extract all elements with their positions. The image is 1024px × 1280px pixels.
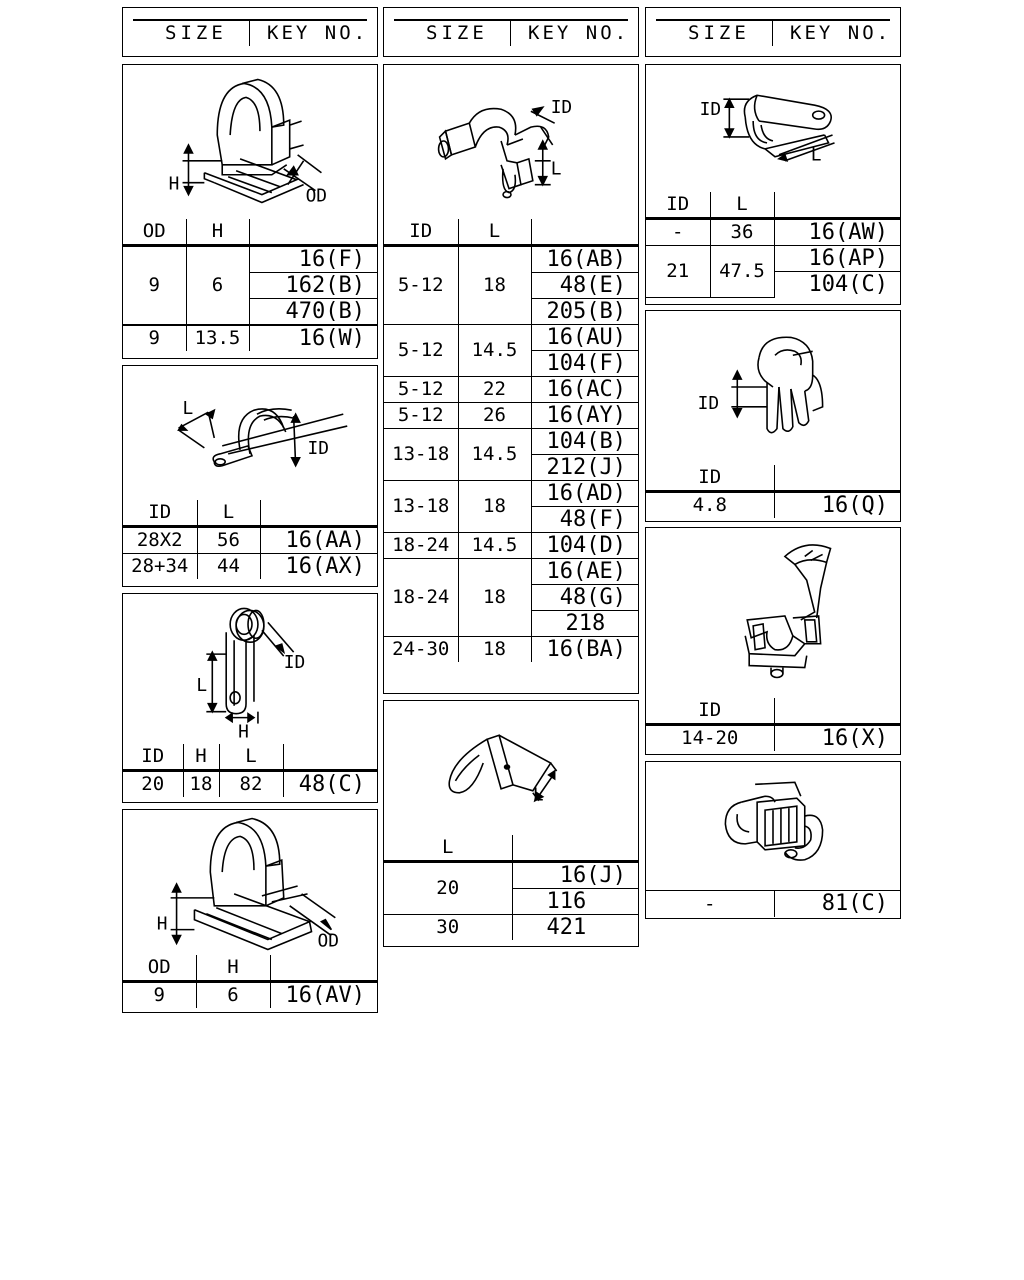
cell-key: 16(AC)	[531, 376, 638, 402]
label-l: L	[810, 144, 822, 166]
cell-key: 48(F)	[531, 506, 638, 532]
cell-key: 16(BA)	[531, 636, 638, 662]
table-row	[384, 914, 638, 940]
cell-id: 24-30	[384, 636, 458, 662]
part-panel-clip-av	[122, 809, 378, 1013]
col-header-l: L	[384, 835, 512, 861]
cell-id: 4.8	[646, 491, 774, 518]
table-row	[384, 480, 638, 506]
part-panel-clip-od-h	[122, 64, 378, 359]
cell-l: 18	[458, 558, 531, 636]
cell-key: 116	[512, 888, 638, 914]
cell-l: 26	[458, 402, 531, 428]
cell-l: 47.5	[710, 245, 774, 297]
cell-key: 421	[512, 914, 638, 940]
col-header-h: H	[183, 744, 219, 770]
cell-key: 16(AA)	[260, 526, 377, 553]
part-panel-spring-clip	[383, 700, 639, 947]
cell-id: 14-20	[646, 724, 774, 751]
table-row	[123, 325, 377, 351]
cell-key: 16(AW)	[774, 218, 900, 245]
cell-key: 48(G)	[531, 584, 638, 610]
cell-od: 9	[123, 325, 186, 351]
table-row	[384, 861, 638, 888]
cell-key: 16(X)	[774, 724, 900, 751]
table-row	[384, 402, 638, 428]
col-header-key	[249, 219, 377, 245]
col-header-id: ID	[123, 500, 197, 526]
col-header-od: OD	[123, 955, 196, 981]
spec-table	[123, 744, 377, 797]
table-row	[646, 218, 900, 245]
header-rule	[133, 19, 367, 21]
cell-key: 16(W)	[249, 325, 377, 351]
part-panel-hinged-clamp	[645, 527, 901, 755]
col-header-id: ID	[123, 744, 183, 770]
cell-key: 104(B)	[531, 428, 638, 454]
cell-id: 18-24	[384, 558, 458, 636]
table-row	[123, 245, 377, 272]
cell-l: 14.5	[458, 532, 531, 558]
cell-key: 162(B)	[249, 272, 377, 298]
cell-l: 36	[710, 218, 774, 245]
cell-l: 14.5	[458, 324, 531, 376]
table-row	[123, 526, 377, 553]
part-illustration	[123, 65, 377, 219]
table-row	[646, 724, 900, 751]
header-size: SIZE	[165, 22, 227, 44]
label-h: H	[156, 913, 168, 935]
cell-id: 21	[646, 245, 710, 297]
label-od: OD	[317, 930, 339, 952]
table-row	[384, 428, 638, 454]
header-rule	[656, 19, 890, 21]
table-row	[123, 553, 377, 579]
spec-table	[123, 500, 377, 579]
cell-id: 5-12	[384, 376, 458, 402]
col-header-id: ID	[646, 698, 774, 724]
header-rule	[394, 19, 628, 21]
cell-key: 205(B)	[531, 298, 638, 324]
table-row	[384, 636, 638, 662]
col-header-l: L	[197, 500, 260, 526]
col-header-od: OD	[123, 219, 186, 245]
cell-od: 9	[123, 981, 196, 1008]
cell-id: 18-24	[384, 532, 458, 558]
table-row	[384, 558, 638, 584]
header-key-no: KEY NO.	[528, 22, 630, 44]
label-id: ID	[283, 652, 306, 674]
cell-key: 16(AE)	[531, 558, 638, 584]
header-key-no: KEY NO.	[267, 22, 369, 44]
part-panel-pipe-clip	[383, 64, 639, 694]
cell-key: 16(AV)	[270, 981, 377, 1008]
cell-h: 18	[183, 770, 219, 797]
col-header-id: ID	[646, 465, 774, 491]
spec-table	[646, 465, 900, 518]
cell-key: 48(E)	[531, 272, 638, 298]
cell-key: 104(D)	[531, 532, 638, 558]
cell-key: 81(C)	[774, 891, 900, 917]
col-header-key	[774, 465, 900, 491]
part-panel-double-clip	[645, 64, 901, 305]
col-header-key	[774, 698, 900, 724]
label-id: ID	[697, 392, 720, 414]
col-header-key	[260, 500, 377, 526]
cell-key: 212(J)	[531, 454, 638, 480]
table-row	[384, 532, 638, 558]
table-row	[384, 324, 638, 350]
part-illustration	[123, 366, 377, 500]
cell-l: 18	[458, 480, 531, 532]
spec-table	[123, 219, 377, 351]
part-illustration	[646, 65, 900, 192]
header-size: SIZE	[688, 22, 750, 44]
spec-table	[123, 955, 377, 1008]
header-divider	[772, 20, 773, 46]
cell-id: -	[646, 218, 710, 245]
table-row	[123, 770, 377, 797]
cell-key: 48(C)	[283, 770, 377, 797]
cell-key: 16(AX)	[260, 553, 377, 579]
label-h: H	[238, 721, 249, 743]
cell-l: 30	[384, 914, 512, 940]
part-illustration	[384, 701, 638, 835]
header-divider	[249, 20, 250, 46]
cell-key: 104(F)	[531, 350, 638, 376]
col-header-h: H	[186, 219, 249, 245]
cell-id: 28+34	[123, 553, 197, 579]
part-panel-push-clip	[645, 310, 901, 522]
cell-key: 104(C)	[774, 271, 900, 297]
cell-key: 16(AP)	[774, 245, 900, 271]
header-col1	[122, 7, 378, 57]
table-row	[123, 981, 377, 1008]
table-row	[646, 491, 900, 518]
col-header-key	[270, 955, 377, 981]
label-id: ID	[307, 437, 330, 459]
cell-id: 28X2	[123, 526, 197, 553]
label-l: L	[182, 398, 194, 420]
col-header-l: L	[219, 744, 283, 770]
label-h: H	[168, 173, 180, 195]
cell-key: 218	[531, 610, 638, 636]
cell-l: 20	[384, 861, 512, 914]
cell-h: 6	[196, 981, 270, 1008]
col-header-l: L	[458, 219, 531, 245]
cell-key: 470(B)	[249, 298, 377, 325]
col-header-key	[283, 744, 377, 770]
cell-l: 56	[197, 526, 260, 553]
table-row	[384, 245, 638, 272]
cell-h: 13.5	[186, 325, 249, 351]
cell-l: 14.5	[458, 428, 531, 480]
cell-key: 16(AB)	[531, 245, 638, 272]
label-l: L	[532, 784, 544, 806]
cell-id: -	[646, 891, 774, 917]
cell-l: 82	[219, 770, 283, 797]
cell-id: 5-12	[384, 245, 458, 324]
cell-key: 16(F)	[249, 245, 377, 272]
table-row	[646, 891, 900, 917]
col-header-id: ID	[384, 219, 458, 245]
spec-table	[646, 698, 900, 751]
spec-table	[384, 835, 638, 940]
part-panel-loop-clamp	[122, 593, 378, 803]
table-row	[646, 245, 900, 271]
cell-key: 16(J)	[512, 861, 638, 888]
part-illustration	[123, 594, 377, 744]
col-header-key	[531, 219, 638, 245]
spec-table	[646, 890, 900, 917]
part-illustration	[384, 65, 638, 219]
cell-key: 16(AY)	[531, 402, 638, 428]
cell-h: 6	[186, 245, 249, 325]
header-col2	[383, 7, 639, 57]
col-header-key	[774, 192, 900, 218]
cell-id: 13-18	[384, 428, 458, 480]
part-panel-twin-clip	[645, 761, 901, 919]
label-id: ID	[550, 97, 573, 119]
label-id: ID	[699, 99, 722, 121]
spec-table	[384, 219, 638, 662]
header-divider	[510, 20, 511, 46]
cell-key: 16(AD)	[531, 480, 638, 506]
cell-id: 20	[123, 770, 183, 797]
part-panel-ring-clip	[122, 365, 378, 587]
part-illustration	[646, 311, 900, 465]
cell-l: 18	[458, 245, 531, 324]
cell-l: 44	[197, 553, 260, 579]
header-size: SIZE	[426, 22, 488, 44]
cell-id: 13-18	[384, 480, 458, 532]
col-header-l: L	[710, 192, 774, 218]
col-header-id: ID	[646, 192, 710, 218]
cell-id: 5-12	[384, 402, 458, 428]
spec-table	[646, 192, 900, 298]
label-od: OD	[305, 185, 328, 207]
header-key-no: KEY NO.	[790, 22, 892, 44]
col-header-key	[512, 835, 638, 861]
table-row	[384, 376, 638, 402]
cell-l: 22	[458, 376, 531, 402]
part-illustration	[123, 810, 377, 955]
cell-key: 16(Q)	[774, 491, 900, 518]
part-illustration	[646, 528, 900, 698]
cell-key: 16(AU)	[531, 324, 638, 350]
header-col3	[645, 7, 901, 57]
label-l: L	[196, 674, 208, 696]
cell-id: 5-12	[384, 324, 458, 376]
cell-l: 18	[458, 636, 531, 662]
cell-od: 9	[123, 245, 186, 325]
part-illustration	[646, 762, 900, 890]
col-header-h: H	[196, 955, 270, 981]
label-l: L	[550, 158, 562, 180]
